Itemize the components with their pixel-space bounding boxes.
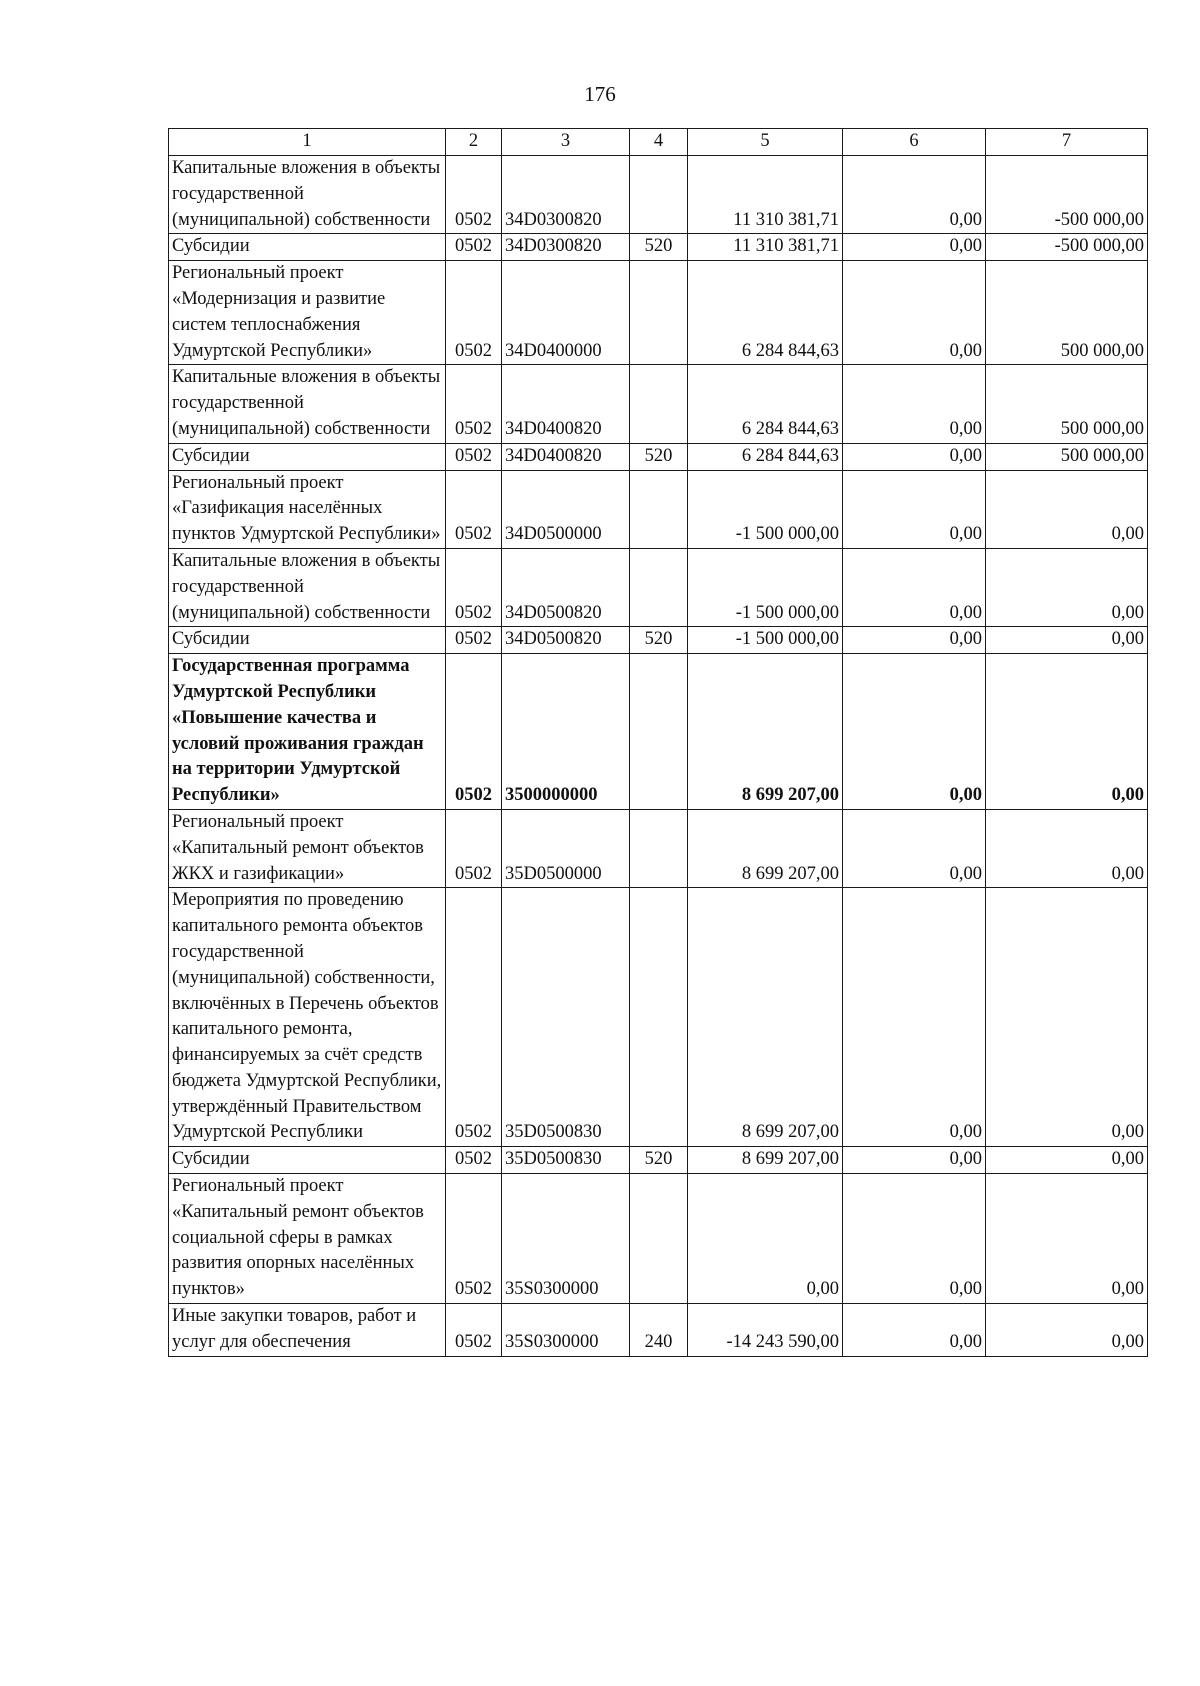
expense-type-cell	[630, 261, 688, 365]
table-body	[169, 156, 1148, 1357]
header-row	[169, 129, 1148, 156]
section-code-cell: 0502	[446, 627, 502, 654]
amount-2-cell: 0,00	[843, 365, 986, 443]
amount-3-cell: 0,00	[986, 1147, 1148, 1174]
row-name-cell: Субсидии	[169, 234, 446, 261]
target-article-cell: 3500000000	[502, 654, 630, 810]
expense-type-cell	[630, 156, 688, 234]
row-name-cell: Региональный проект «Модернизация и развитие систем теплоснабжения Удмуртской Республики»	[169, 261, 446, 365]
row-name-cell: Капитальные вложения в объекты государственной (муниципальной) собственности	[169, 365, 446, 443]
table-row	[169, 156, 1148, 234]
row-name-cell: Субсидии	[169, 627, 446, 654]
amount-cell: 8 699 207,00	[688, 888, 843, 1147]
target-article-cell: 35D0500830	[502, 888, 630, 1147]
expense-type-cell	[630, 548, 688, 626]
amount-2-cell: 0,00	[843, 627, 986, 654]
expense-type-cell: 520	[630, 1147, 688, 1174]
target-article-cell: 34D0400820	[502, 443, 630, 470]
amount-3-cell: 500 000,00	[986, 261, 1148, 365]
amount-cell: -1 500 000,00	[688, 627, 843, 654]
target-article-cell: 34D0500820	[502, 627, 630, 654]
row-name-cell: Региональный проект «Капитальный ремонт объектов социальной сферы в рамках развития опорных населённых пунктов»	[169, 1174, 446, 1304]
section-code-cell: 0502	[446, 888, 502, 1147]
section-code-cell: 0502	[446, 261, 502, 365]
amount-cell: 8 699 207,00	[688, 1147, 843, 1174]
amount-cell: 11 310 381,71	[688, 234, 843, 261]
target-article-cell: 34D0400000	[502, 261, 630, 365]
section-code-cell: 0502	[446, 809, 502, 887]
target-article-cell: 35S0300000	[502, 1304, 630, 1357]
row-name-cell: Государственная программа Удмуртской Республики «Повышение качества и условий проживания граждан на территории Удмуртской Республики»	[169, 654, 446, 810]
amount-3-cell: 0,00	[986, 1304, 1148, 1357]
section-code-cell: 0502	[446, 443, 502, 470]
table-row	[169, 809, 1148, 887]
expense-type-cell	[630, 654, 688, 810]
table-row	[169, 1147, 1148, 1174]
amount-3-cell: -500 000,00	[986, 156, 1148, 234]
row-name-cell: Капитальные вложения в объекты государственной (муниципальной) собственности	[169, 156, 446, 234]
row-name-cell: Субсидии	[169, 1147, 446, 1174]
table-row	[169, 888, 1148, 1147]
amount-2-cell: 0,00	[843, 1304, 986, 1357]
row-name-cell: Иные закупки товаров, работ и услуг для обеспечения	[169, 1304, 446, 1357]
expense-type-cell	[630, 470, 688, 548]
table-row	[169, 1304, 1148, 1357]
row-name-cell: Капитальные вложения в объекты государственной (муниципальной) собственности	[169, 548, 446, 626]
table-row	[169, 1174, 1148, 1304]
expense-type-cell	[630, 1174, 688, 1304]
column-header-3: 3	[502, 129, 630, 156]
column-header-5: 5	[688, 129, 843, 156]
amount-3-cell: 0,00	[986, 627, 1148, 654]
section-code-cell: 0502	[446, 548, 502, 626]
section-code-cell: 0502	[446, 234, 502, 261]
table-row	[169, 443, 1148, 470]
row-name-cell: Региональный проект «Газификация населённых пунктов Удмуртской Республики»	[169, 470, 446, 548]
amount-3-cell: 500 000,00	[986, 443, 1148, 470]
amount-2-cell: 0,00	[843, 234, 986, 261]
amount-3-cell: 0,00	[986, 548, 1148, 626]
amount-cell: 11 310 381,71	[688, 156, 843, 234]
row-name-cell: Мероприятия по проведению капитального ремонта объектов государственной (муниципальной) собственности, включённых в Перечень объектов капитального ремонта, финансируемых за счёт средств бюджета Удмуртской Республики, утверждённый Правительством Удмуртской Республики	[169, 888, 446, 1147]
section-code-cell: 0502	[446, 654, 502, 810]
section-code-cell: 0502	[446, 470, 502, 548]
section-code-cell: 0502	[446, 365, 502, 443]
row-name-cell: Субсидии	[169, 443, 446, 470]
target-article-cell: 34D0300820	[502, 234, 630, 261]
amount-cell: 6 284 844,63	[688, 365, 843, 443]
amount-cell: 0,00	[688, 1174, 843, 1304]
expense-type-cell: 520	[630, 627, 688, 654]
expense-type-cell	[630, 809, 688, 887]
amount-3-cell: 0,00	[986, 654, 1148, 810]
expense-type-cell	[630, 365, 688, 443]
target-article-cell: 34D0400820	[502, 365, 630, 443]
table-row	[169, 365, 1148, 443]
amount-cell: 6 284 844,63	[688, 443, 843, 470]
amount-3-cell: 500 000,00	[986, 365, 1148, 443]
target-article-cell: 35D0500000	[502, 809, 630, 887]
target-article-cell: 34D0500820	[502, 548, 630, 626]
table-row	[169, 627, 1148, 654]
amount-2-cell: 0,00	[843, 654, 986, 810]
amount-cell: -1 500 000,00	[688, 548, 843, 626]
column-header-1: 1	[169, 129, 446, 156]
amount-2-cell: 0,00	[843, 548, 986, 626]
amount-3-cell: 0,00	[986, 1174, 1148, 1304]
amount-3-cell: -500 000,00	[986, 234, 1148, 261]
page-number: 176	[584, 82, 616, 106]
section-code-cell: 0502	[446, 1304, 502, 1357]
amount-cell: -14 243 590,00	[688, 1304, 843, 1357]
expense-type-cell: 520	[630, 443, 688, 470]
amount-cell: 6 284 844,63	[688, 261, 843, 365]
amount-3-cell: 0,00	[986, 888, 1148, 1147]
amount-3-cell: 0,00	[986, 809, 1148, 887]
amount-2-cell: 0,00	[843, 1147, 986, 1174]
target-article-cell: 34D0500000	[502, 470, 630, 548]
section-code-cell: 0502	[446, 1174, 502, 1304]
section-code-cell: 0502	[446, 1147, 502, 1174]
target-article-cell: 35S0300000	[502, 1174, 630, 1304]
column-header-2: 2	[446, 129, 502, 156]
column-header-6: 6	[843, 129, 986, 156]
table-row	[169, 261, 1148, 365]
amount-2-cell: 0,00	[843, 1174, 986, 1304]
amount-2-cell: 0,00	[843, 261, 986, 365]
expense-type-cell	[630, 888, 688, 1147]
amount-3-cell: 0,00	[986, 470, 1148, 548]
amount-2-cell: 0,00	[843, 809, 986, 887]
amount-cell: 8 699 207,00	[688, 809, 843, 887]
column-header-7: 7	[986, 129, 1148, 156]
amount-cell: 8 699 207,00	[688, 654, 843, 810]
table-row	[169, 470, 1148, 548]
row-name-cell: Региональный проект «Капитальный ремонт объектов ЖКХ и газификации»	[169, 809, 446, 887]
expense-type-cell: 240	[630, 1304, 688, 1357]
amount-2-cell: 0,00	[843, 156, 986, 234]
amount-2-cell: 0,00	[843, 443, 986, 470]
table-row	[169, 654, 1148, 810]
amount-cell: -1 500 000,00	[688, 470, 843, 548]
target-article-cell: 34D0300820	[502, 156, 630, 234]
target-article-cell: 35D0500830	[502, 1147, 630, 1174]
column-header-4: 4	[630, 129, 688, 156]
table-row	[169, 234, 1148, 261]
section-code-cell: 0502	[446, 156, 502, 234]
expense-type-cell: 520	[630, 234, 688, 261]
table-row	[169, 548, 1148, 626]
amount-2-cell: 0,00	[843, 888, 986, 1147]
budget-table	[168, 128, 1148, 1357]
amount-2-cell: 0,00	[843, 470, 986, 548]
